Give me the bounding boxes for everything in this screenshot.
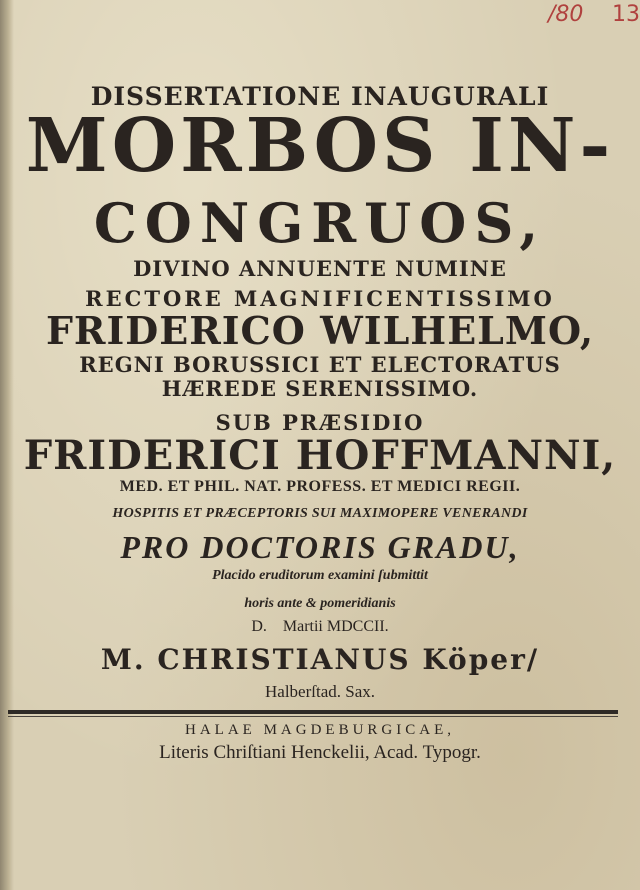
sub-praesidio: SUB PRÆSIDIO <box>215 410 425 435</box>
handwritten-shelfmark: /80 <box>548 2 584 27</box>
imprint-place: HALAE MAGDEBURGICAE, <box>185 722 455 738</box>
friderico-wilhelmo: FRIDERICO WILHELMO, <box>45 308 595 353</box>
title-congruos: CONGRUOS, <box>93 191 547 255</box>
horis-line: horis ante & pomeridianis <box>244 596 396 611</box>
title-dissertatione: DISSERTATIONE INAUGURALI <box>90 82 550 111</box>
haerede-serenissimo: HÆREDE SERENISSIMO. <box>161 376 479 401</box>
friderici-hoffmanni: FRIDERICI HOFFMANNI, <box>23 432 617 479</box>
respondent-origin: Halberſtad. Sax. <box>265 682 375 701</box>
divider-rule <box>8 710 618 714</box>
med-et-phil: MED. ET PHIL. NAT. PROFESS. ET MEDICI REGII. <box>119 478 521 495</box>
title-morbos: MORBOS IN- <box>25 103 615 189</box>
divider-rule-thin <box>8 716 618 717</box>
date-line: D. Martii MDCCII. <box>251 618 389 635</box>
placido-line: Placido eruditorum examini ſubmittit <box>212 568 428 583</box>
rectore-magnificentissimo: RECTORE MAGNIFICENTISSIMO <box>85 286 555 311</box>
respondent-name: M. CHRISTIANUS Köper/ <box>100 643 540 676</box>
imprint-printer: Literis Chriſtiani Henckelii, Acad. Typogr. <box>159 742 481 763</box>
handwritten-page-number: 13 <box>612 2 640 27</box>
divino-annuente: DIVINO ANNUENTE NUMINE <box>133 256 507 281</box>
pro-doctoris-gradu: PRO DOCTORIS GRADU, <box>120 529 520 565</box>
regni-borussici: REGNI BORUSSICI ET ELECTORATUS <box>79 352 561 377</box>
hospitis-line: HOSPITIS ET PRÆCEPTORIS SUI MAXIMOPERE VENERANDI <box>112 506 528 521</box>
